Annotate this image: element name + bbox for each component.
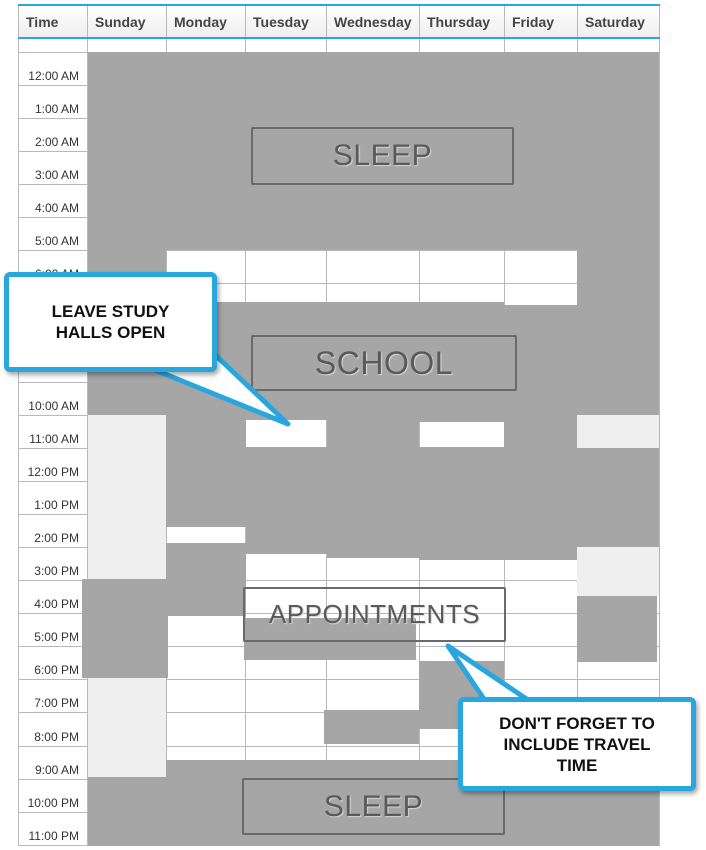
time-label: 1:00 AM [19, 85, 88, 118]
time-slot-cell[interactable] [505, 647, 578, 680]
time-column-header: Time [19, 5, 88, 38]
time-label: 1:00 PM [19, 482, 88, 515]
day-header-tuesday: Tuesday [246, 5, 327, 38]
time-label: 3:00 PM [19, 548, 88, 581]
time-slot-cell[interactable] [246, 416, 327, 449]
time-label: 2:00 PM [19, 515, 88, 548]
spacer-cell [505, 38, 578, 52]
appointments-label: APPOINTMENTS [243, 587, 506, 642]
activity-block-saturday-evening [577, 596, 657, 662]
time-label: 8:00 PM [19, 713, 88, 746]
time-slot-cell[interactable] [327, 680, 420, 713]
spacer-row [19, 38, 660, 52]
activity-block-sunday [82, 579, 168, 678]
callout-study-halls [4, 272, 217, 372]
time-slot-cell[interactable] [505, 614, 578, 647]
time-slot-cell[interactable] [505, 250, 578, 283]
time-label: 4:00 PM [19, 581, 88, 614]
sleep-block-saturday-extension [577, 250, 659, 415]
time-slot-cell[interactable] [167, 680, 246, 713]
free-block-saturday-top [577, 415, 659, 448]
time-label: 11:00 PM [19, 812, 88, 845]
spacer-cell [88, 38, 167, 52]
time-label: 11:00 AM [19, 416, 88, 449]
time-slot-cell[interactable] [167, 647, 246, 680]
time-slot-cell[interactable] [327, 250, 420, 283]
activity-block-monday [166, 543, 246, 616]
time-label: 12:00 PM [19, 449, 88, 482]
time-label: 2:00 AM [19, 118, 88, 151]
free-block-saturday-mid [577, 547, 659, 596]
day-header-saturday: Saturday [578, 5, 660, 38]
time-slot-cell[interactable] [167, 713, 246, 746]
spacer-cell [19, 38, 88, 52]
time-label: 5:00 AM [19, 217, 88, 250]
callout-study-halls-text: LEAVE STUDY HALLS OPEN [51, 302, 170, 342]
time-label: 9:00 AM [19, 746, 88, 779]
time-label: 4:00 AM [19, 184, 88, 217]
spacer-cell [327, 38, 420, 52]
day-header-thursday: Thursday [420, 5, 505, 38]
spacer-cell [578, 38, 660, 52]
time-label: 3:00 AM [19, 151, 88, 184]
time-slot-cell[interactable] [505, 581, 578, 614]
callout-travel-time-text: DON'T FORGET TO INCLUDE TRAVEL TIME [499, 713, 655, 775]
header-row [19, 5, 660, 38]
time-label: 10:00 AM [19, 382, 88, 415]
spacer-cell [167, 38, 246, 52]
time-slot-cell[interactable] [167, 614, 246, 647]
activity-block-saturday [577, 448, 659, 547]
spacer-cell [420, 38, 505, 52]
activity-block-wednesday [324, 710, 419, 744]
sleep-label-top: SLEEP [251, 127, 514, 185]
sleep-label-bottom: SLEEP [242, 778, 505, 835]
time-label: 12:00 AM [19, 52, 88, 85]
spacer-cell [246, 38, 327, 52]
school-block-thursday-lower [419, 447, 504, 560]
time-slot-cell[interactable] [246, 680, 327, 713]
school-block-tuesday-lower [246, 447, 327, 554]
time-label: 5:00 PM [19, 614, 88, 647]
school-label: SCHOOL [251, 335, 517, 391]
time-slot-cell[interactable] [420, 250, 505, 283]
day-header-sunday: Sunday [88, 5, 167, 38]
time-slot-cell[interactable] [246, 250, 327, 283]
callout-travel-time [458, 697, 696, 791]
time-label: 10:00 PM [19, 779, 88, 812]
day-header-friday: Friday [505, 5, 578, 38]
day-header-wednesday: Wednesday [327, 5, 420, 38]
time-label: 7:00 PM [19, 680, 88, 713]
free-block-sunday-evening [88, 678, 166, 777]
time-label: 6:00 PM [19, 647, 88, 680]
time-slot-cell[interactable] [246, 713, 327, 746]
free-block-sunday [88, 415, 166, 579]
day-header-monday: Monday [167, 5, 246, 38]
